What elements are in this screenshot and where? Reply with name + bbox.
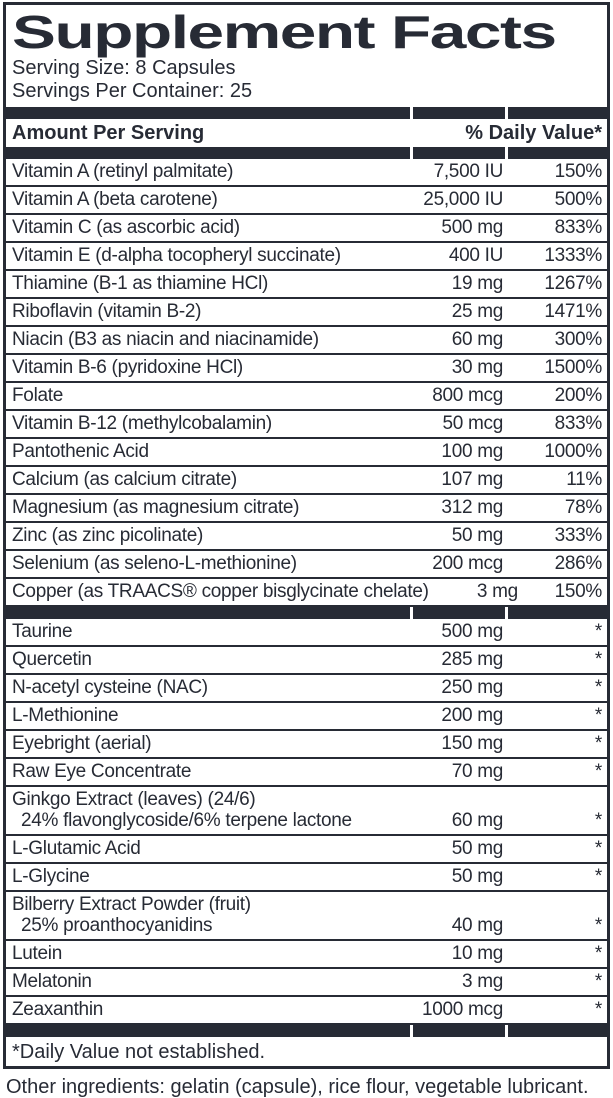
table-row (6, 787, 607, 836)
table-row (6, 731, 607, 759)
ingredient-amount: 1000 mcg (421, 999, 503, 1020)
supplement-facts-label (0, 2, 613, 1098)
ingredient-amount: 200 mg (441, 705, 503, 726)
ingredient-amount: 107 mg (441, 469, 503, 490)
ingredient-amount: 800 mcg (432, 385, 503, 406)
ingredient-daily-value: * (594, 915, 602, 936)
table-row (6, 997, 607, 1025)
table-row (6, 327, 607, 355)
ingredient-amount: 19 mg (451, 273, 503, 294)
ingredient-daily-value: 150% (554, 581, 602, 602)
section-divider-bar (6, 107, 607, 119)
table-row (6, 299, 607, 327)
ingredient-name: N-acetyl cysteine (NAC) (12, 677, 208, 698)
table-row (6, 759, 607, 787)
table-row (6, 243, 607, 271)
ingredient-name: Taurine (12, 621, 73, 642)
table-row (6, 836, 607, 864)
ingredient-daily-value: * (594, 999, 602, 1020)
ingredient-daily-value: 300% (554, 329, 602, 350)
ingredient-name: Vitamin E (d-alpha tocopheryl succinate) (12, 245, 341, 266)
ingredient-name: Melatonin (12, 971, 92, 992)
ingredient-name: Vitamin A (retinyl palmitate) (12, 161, 234, 182)
ingredient-daily-value: 286% (554, 553, 602, 574)
ingredient-name: Calcium (as calcium citrate) (12, 469, 237, 490)
ingredient-daily-value: 150% (554, 161, 602, 182)
ingredient-name (12, 895, 398, 936)
table-row (6, 411, 607, 439)
table-row (6, 439, 607, 467)
ingredient-name: Niacin (B3 as niacin and niacinamide) (12, 329, 319, 350)
ingredient-name: L-Glutamic Acid (12, 838, 141, 859)
ingredient-amount: 50 mg (451, 525, 503, 546)
ingredient-amount: 150 mg (441, 733, 503, 754)
other-actives-section (6, 619, 607, 1025)
ingredient-daily-value: * (594, 971, 602, 992)
table-row (6, 892, 607, 941)
ingredient-amount: 70 mg (451, 761, 503, 782)
ingredient-daily-value: 1267% (544, 273, 602, 294)
ingredient-name: Eyebright (aerial) (12, 733, 152, 754)
ingredient-name: Riboflavin (vitamin B-2) (12, 301, 202, 322)
ingredient-name: Pantothenic Acid (12, 441, 149, 462)
table-row (6, 215, 607, 243)
ingredient-name: L-Glycine (12, 866, 90, 887)
ingredient-daily-value: * (594, 943, 602, 964)
ingredient-name: Raw Eye Concentrate (12, 761, 192, 782)
table-row (6, 383, 607, 411)
ingredient-name: Vitamin A (beta carotene) (12, 189, 218, 210)
ingredient-daily-value: 11% (566, 469, 602, 490)
table-row (6, 467, 607, 495)
table-row (6, 675, 607, 703)
table-row (6, 619, 607, 647)
ingredient-amount: 7,500 IU (433, 161, 503, 182)
table-row (6, 864, 607, 892)
ingredient-name-line2: 25% proanthocyanidins (21, 915, 213, 936)
ingredient-daily-value: * (594, 761, 602, 782)
panel-title-text: Supplement Facts (12, 6, 556, 58)
table-row (6, 579, 607, 607)
ingredient-daily-value: * (594, 621, 602, 642)
ingredient-name: Copper (as TRAACS® copper bisglycinate chelate) (12, 581, 429, 602)
serving-size-line: Serving Size: 8 Capsules (12, 57, 236, 79)
table-row (6, 647, 607, 675)
ingredient-amount: 3 mg (461, 971, 503, 992)
ingredient-daily-value: * (594, 677, 602, 698)
daily-value-footnote: *Daily Value not established. (12, 1041, 266, 1063)
table-row (6, 551, 607, 579)
ingredient-daily-value: 333% (554, 525, 602, 546)
ingredient-daily-value: * (594, 649, 602, 670)
ingredient-amount: 50 mcg (442, 413, 503, 434)
ingredient-daily-value: 1000% (544, 441, 602, 462)
ingredient-name: Thiamine (B-1 as thiamine HCl) (12, 273, 269, 294)
ingredient-name: Folate (12, 385, 64, 406)
ingredient-daily-value: * (594, 705, 602, 726)
ingredient-amount: 30 mg (451, 357, 503, 378)
ingredient-amount: 200 mcg (432, 553, 503, 574)
ingredient-name: Vitamin B-6 (pyridoxine HCl) (12, 357, 243, 378)
ingredient-daily-value: * (594, 866, 602, 887)
ingredient-amount: 100 mg (441, 441, 503, 462)
table-row (6, 271, 607, 299)
ingredient-daily-value: 1333% (544, 245, 602, 266)
ingredient-name: Selenium (as seleno-L-methionine) (12, 553, 297, 574)
table-row (6, 523, 607, 551)
ingredient-amount: 40 mg (451, 915, 503, 936)
ingredient-amount: 400 IU (448, 245, 503, 266)
ingredient-name: Quercetin (12, 649, 92, 670)
ingredient-amount: 312 mg (441, 497, 503, 518)
ingredient-daily-value: 78% (564, 497, 602, 518)
ingredient-amount: 50 mg (451, 838, 503, 859)
table-row (6, 159, 607, 187)
ingredient-daily-value: 200% (554, 385, 602, 406)
ingredient-name: Vitamin B-12 (methylcobalamin) (12, 413, 272, 434)
ingredient-amount: 60 mg (451, 810, 503, 831)
facts-panel (3, 2, 610, 1069)
ingredient-amount: 285 mg (441, 649, 503, 670)
ingredient-daily-value: * (594, 733, 602, 754)
section-divider-bar (6, 607, 607, 619)
ingredient-amount: 3 mg (476, 581, 518, 602)
ingredient-amount: 10 mg (451, 943, 503, 964)
ingredient-name: Vitamin C (as ascorbic acid) (12, 217, 240, 238)
column-header-row (6, 119, 607, 147)
ingredient-daily-value: * (594, 810, 602, 831)
ingredient-amount: 500 mg (441, 621, 503, 642)
ingredient-daily-value: * (594, 838, 602, 859)
vitamins-minerals-section (6, 159, 607, 607)
ingredient-name (12, 790, 398, 831)
ingredient-daily-value: 833% (554, 217, 602, 238)
ingredient-name: Lutein (12, 943, 62, 964)
ingredient-name: Magnesium (as magnesium citrate) (12, 497, 300, 518)
ingredient-name: L-Methionine (12, 705, 119, 726)
ingredient-amount: 250 mg (441, 677, 503, 698)
table-row (6, 969, 607, 997)
table-row (6, 187, 607, 215)
amount-per-serving-header: Amount Per Serving (12, 122, 205, 144)
other-ingredients-line: Other ingredients: gelatin (capsule), rice flour, vegetable lubricant. (6, 1076, 589, 1098)
servings-per-container-line: Servings Per Container: 25 (12, 80, 253, 102)
ingredient-amount: 60 mg (451, 329, 503, 350)
section-divider-bar (6, 147, 607, 159)
section-divider-bar (6, 1025, 607, 1037)
ingredient-name: Zeaxanthin (12, 999, 104, 1020)
daily-value-header: % Daily Value* (465, 122, 602, 144)
ingredient-amount: 25,000 IU (423, 189, 503, 210)
ingredient-daily-value: 500% (554, 189, 602, 210)
ingredient-name: Zinc (as zinc picolinate) (12, 525, 204, 546)
table-row (6, 495, 607, 523)
ingredient-amount: 500 mg (441, 217, 503, 238)
table-row (6, 703, 607, 731)
ingredient-name-line2: 24% flavonglycoside/6% terpene lactone (21, 810, 352, 831)
ingredient-name-line1: Ginkgo Extract (leaves) (24/6) (12, 789, 256, 810)
ingredient-daily-value: 833% (554, 413, 602, 434)
ingredient-daily-value: 1500% (544, 357, 602, 378)
ingredient-daily-value: 1471% (544, 301, 602, 322)
ingredient-name-line1: Bilberry Extract Powder (fruit) (12, 894, 251, 915)
panel-title (6, 5, 607, 57)
table-row (6, 941, 607, 969)
ingredient-amount: 25 mg (451, 301, 503, 322)
ingredient-amount: 50 mg (451, 866, 503, 887)
table-row (6, 355, 607, 383)
